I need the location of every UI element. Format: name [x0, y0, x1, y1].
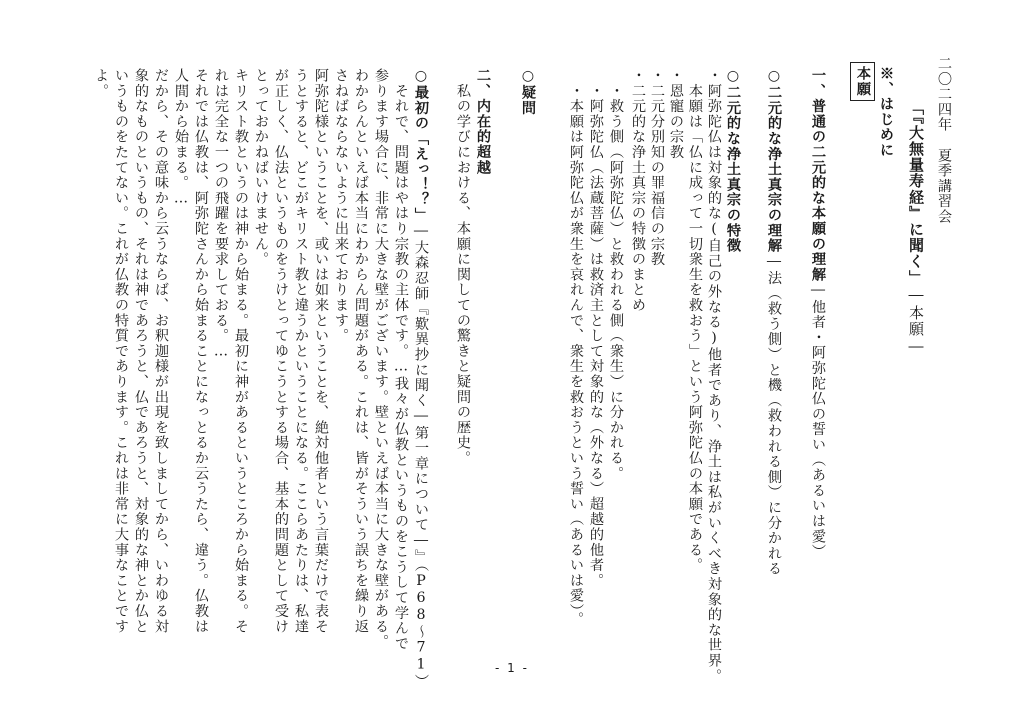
quote-line — [331, 0, 350, 343]
quote-line-text: が正しく、仏法というものをうけとってゆこうとする場合、基本的問題として受け — [273, 68, 289, 635]
sub2-line — [704, 0, 723, 684]
section1-heading — [808, 0, 827, 559]
event-line — [934, 0, 953, 224]
sub2-line-text: 本願は「仏に成って一切衆生を救おう」という阿弥陀仏の本願である。 — [687, 68, 703, 573]
sub2-line — [647, 0, 666, 267]
badge-text: 本願 — [850, 62, 875, 101]
sub2-title: ○二元的な浄土真宗の特徴 — [725, 68, 741, 254]
quote-line-text: 参ります場合に、非常に大きな壁がございます。壁といえば本当に大きな壁がある。 — [373, 68, 389, 650]
section2-intro — [453, 0, 472, 466]
lecture-title — [906, 0, 925, 356]
page-number: - 1 - — [495, 661, 529, 675]
sub1-tail: ―法（救う側）と機（救われる側）に分かれる — [766, 253, 782, 577]
sub2-line-text: ・二元的な浄土真宗の特徴のまとめ — [630, 68, 646, 313]
sub2-line — [586, 0, 605, 588]
title-text: 『大無量寿経』に聞く」 — [907, 116, 925, 286]
quote-line-text: キリスト教というのは神から始まる。最初に神があるというところから始まる。そ — [233, 68, 249, 635]
quote-line — [171, 0, 190, 208]
quote-line-text: さねばならないように出来ております。 — [333, 68, 349, 344]
quote-line — [291, 0, 310, 634]
quote-line — [251, 0, 270, 267]
quote-title: ○最初の「えっ！？」 — [413, 68, 429, 223]
quote-line-text: 人間から始まる。… — [173, 68, 189, 208]
quote-line-text: よ。 — [93, 68, 109, 99]
question-heading — [518, 0, 537, 116]
sub2-line-text: ・恩寵の宗教 — [668, 68, 684, 160]
quote-line — [311, 0, 330, 634]
intro-heading — [876, 0, 895, 158]
quote-line — [191, 0, 210, 634]
sub2-line-text: ・本願は阿弥陀仏が衆生を哀れんで、衆生を救おうという誓い（あるいは愛）。 — [568, 68, 584, 627]
intro-text: ※、はじめに — [878, 66, 894, 158]
section-badge — [850, 62, 875, 101]
title-subtitle: ―本願― — [907, 285, 925, 357]
sub2-line-text: ・二元分別知の罪福信の宗教 — [649, 68, 665, 267]
sub2-line — [606, 0, 625, 481]
section1-title: 一、普通の二元的な本願の理解 — [810, 68, 826, 283]
quote-line — [271, 0, 290, 634]
quote-line — [91, 0, 110, 99]
quote-source: ―大森忍師『歎異抄に聞く―第一章について―』（P68〜71） — [413, 222, 429, 690]
sub2-heading — [723, 0, 742, 253]
sub2-line — [628, 0, 647, 313]
quote-line-text: いうものをたてない。これが仏教の特質であります。これは非常に大事なことです — [113, 68, 129, 635]
question-title: ○疑問 — [520, 68, 536, 116]
quote-line — [351, 0, 370, 634]
quote-line — [151, 0, 170, 634]
quote-line-text: それで、問題はやはり宗教の主体です。…我々が仏教というものをこうして学んで — [393, 68, 409, 652]
quote-line-text: それでは仏教は、阿弥陀さんから始まることになっとるか云うたら、違う。仏教は — [193, 68, 209, 635]
sub2-line — [666, 0, 685, 160]
quote-line — [211, 0, 230, 361]
quote-line — [231, 0, 250, 634]
quote-line-text: だから、その意味から云うならば、お釈迦様が出現を致しましてから、いわゆる対 — [153, 68, 169, 635]
quote-line — [111, 0, 130, 634]
quote-line-text: 阿弥陀様ということを、或いは如来ということを、絶対他者という言葉だけで表そ — [313, 68, 329, 635]
quote-line-text: とっておかねばいけません。 — [253, 68, 269, 267]
event-label: 二〇二四年 夏季講習会 — [936, 56, 952, 225]
quote-line — [391, 0, 410, 651]
sub2-line-text: ・阿弥陀仏は対象的な(自己の外なる)他者であり、浄土は私がいくべき対象的な世界。 — [706, 68, 722, 684]
sub2-line-text: ・阿弥陀仏（法蔵菩薩）は救済主として対象的な（外なる）超越的他者。 — [588, 68, 604, 589]
quote-line-text: 象的なものというもの、それは神であろうと、仏であろうと、対象的な神とか仏と — [133, 68, 149, 635]
quote-line-text: うとすると、どこがキリスト教と違うかということになる。ここらあたりは、私達 — [293, 68, 309, 635]
sub2-line — [685, 0, 704, 573]
quote-line — [371, 0, 390, 649]
sub2-line — [566, 0, 585, 627]
section2-title: 二、内在的超越 — [475, 68, 491, 176]
sub1-title: ○二元的な浄土真宗の理解 — [766, 68, 782, 254]
title-open-bracket: 「 — [907, 100, 925, 117]
sub1-heading — [764, 0, 783, 577]
quote-heading — [411, 0, 430, 689]
quote-line-text: れは完全な一つの飛躍を要求しておる。… — [213, 68, 229, 361]
section2-heading — [473, 0, 492, 175]
section2-intro-text: 私の学びにおける、本願に関しての驚きと疑問の歴史。 — [455, 68, 471, 466]
quote-line — [131, 0, 150, 634]
section1-tail: ―他者・阿弥陀仏の誓い（あるいは愛） — [810, 282, 826, 560]
sub2-line-text: ・救う側（阿弥陀仏）と救われる側（衆生）に分かれる。 — [608, 68, 624, 482]
quote-line-text: わからんといえば本当にわからん問題がある。これは、皆がそういう誤ちを繰り返 — [353, 68, 369, 635]
